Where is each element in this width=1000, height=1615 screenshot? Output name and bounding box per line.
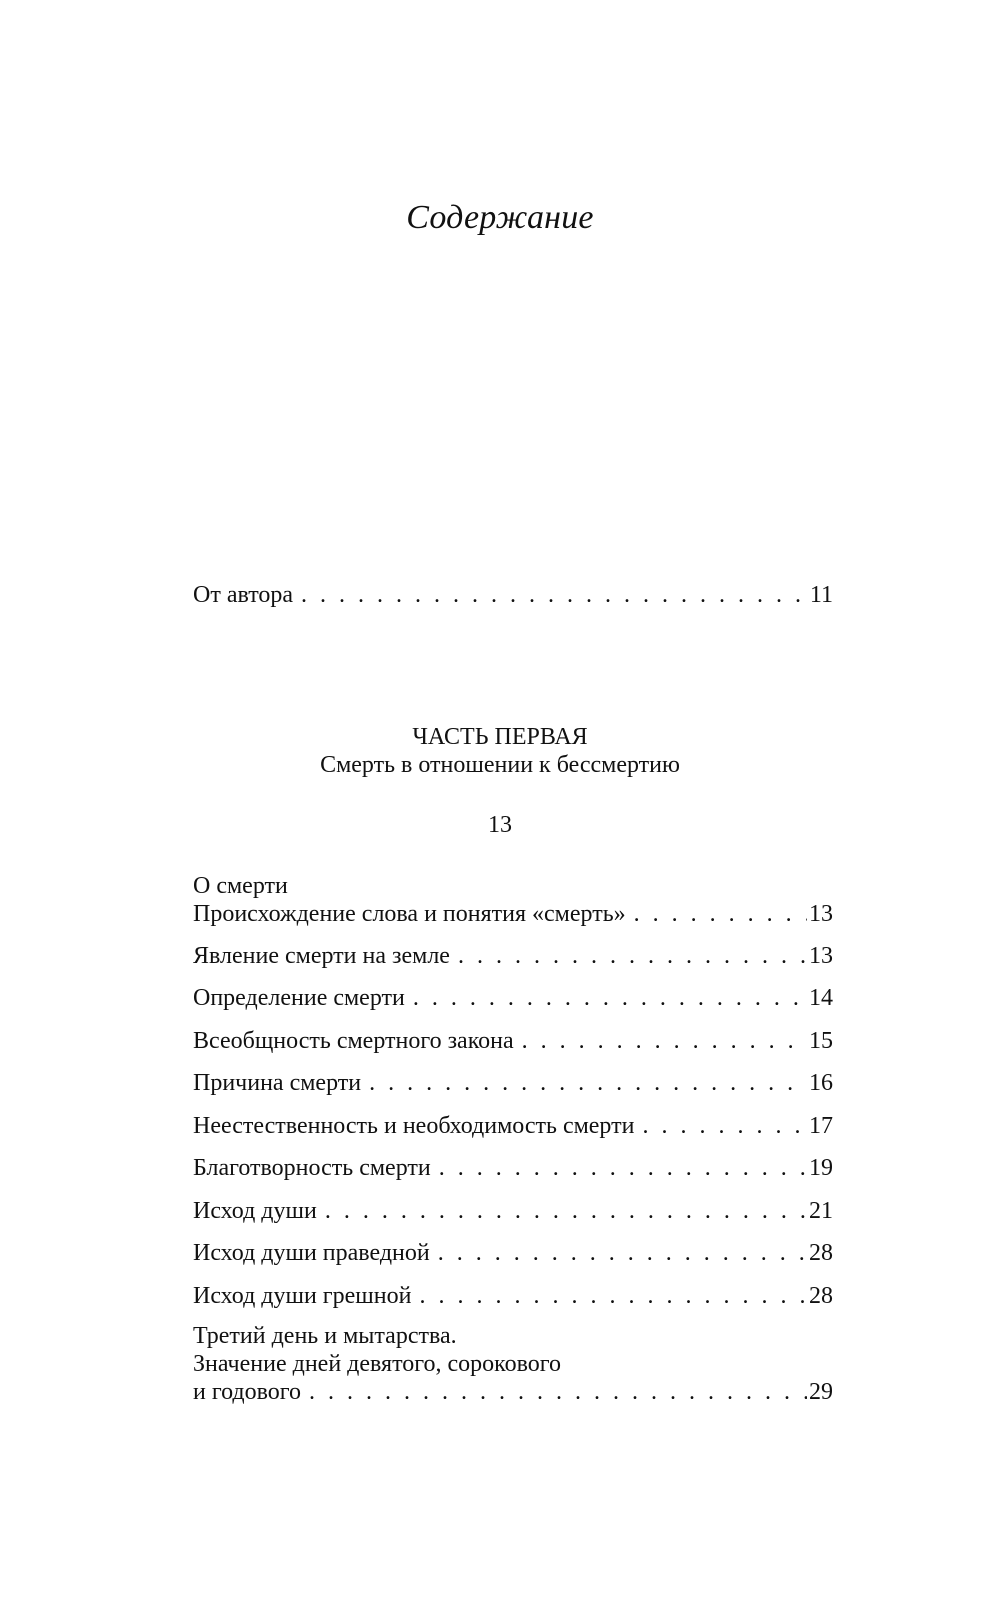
toc-entry[interactable]: [193, 1239, 833, 1267]
toc-entry-title: Явление смерти на земле: [193, 943, 450, 969]
toc-page-number: 14: [809, 985, 833, 1011]
toc-page-number: 11: [809, 582, 833, 608]
toc-page-number: 13: [809, 901, 833, 927]
toc-entry[interactable]: [193, 1154, 833, 1182]
part-subtitle: Смерть в отношении к бессмертию: [320, 752, 680, 778]
toc-page-number: 17: [809, 1113, 833, 1139]
part-page-number: 13: [488, 812, 512, 838]
toc-page-number: 28: [809, 1240, 833, 1266]
toc-page-number: 29: [809, 1379, 833, 1405]
toc-page-number: 15: [809, 1028, 833, 1054]
toc-entry-title: Всеобщность смертного закона: [193, 1028, 514, 1054]
toc-section-heading: О смерти: [193, 873, 288, 899]
dot-leader: [522, 1027, 807, 1055]
dot-leader: [642, 1112, 807, 1140]
dot-leader: [309, 1378, 807, 1406]
toc-entry-intro[interactable]: [193, 581, 833, 609]
toc-entry[interactable]: [193, 1027, 833, 1055]
dot-leader: [439, 1154, 807, 1182]
toc-entry[interactable]: [193, 1322, 833, 1406]
toc-page-number: 13: [809, 943, 833, 969]
toc-page-number: 21: [809, 1198, 833, 1224]
toc-page-number: 28: [809, 1283, 833, 1309]
toc-entry[interactable]: [193, 942, 833, 970]
page-title: Содержание: [406, 199, 594, 236]
dot-leader: [413, 984, 807, 1012]
toc-entry-title: Неестественность и необходимость смерти: [193, 1113, 635, 1139]
part-label: ЧАСТЬ ПЕРВАЯ: [412, 724, 588, 750]
toc-entry[interactable]: [193, 872, 833, 928]
toc-entry-title: Благотворность смерти: [193, 1155, 431, 1181]
toc-entry-title: Исход души праведной: [193, 1240, 430, 1266]
toc-entry-line: Значение дней девятого, сорокового: [193, 1351, 562, 1377]
toc-entry-title: Исход души: [193, 1198, 317, 1224]
toc-entry-title: Определение смерти: [193, 985, 405, 1011]
toc-entry[interactable]: [193, 1282, 833, 1310]
dot-leader: [634, 900, 807, 928]
dot-leader: [419, 1282, 807, 1310]
dot-leader: [438, 1239, 807, 1267]
dot-leader: [369, 1069, 807, 1097]
toc-entry-title: Причина смерти: [193, 1070, 362, 1096]
toc-entry-title: Происхождение слова и понятия «смерть»: [193, 901, 626, 927]
toc-entry-line: Третий день и мытарства.: [193, 1323, 457, 1349]
dot-leader: [301, 581, 808, 609]
toc-entry[interactable]: [193, 1112, 833, 1140]
toc-page-number: 16: [809, 1070, 833, 1096]
dot-leader: [458, 942, 807, 970]
toc-entry-title: Исход души грешной: [193, 1283, 412, 1309]
toc-entry-title: и годового: [193, 1379, 302, 1405]
toc-entry[interactable]: [193, 1069, 833, 1097]
toc-entry-title: От автора: [193, 582, 294, 608]
toc-entry[interactable]: [193, 1197, 833, 1225]
toc-page-number: 19: [809, 1155, 833, 1181]
toc-entry[interactable]: [193, 984, 833, 1012]
dot-leader: [325, 1197, 807, 1225]
